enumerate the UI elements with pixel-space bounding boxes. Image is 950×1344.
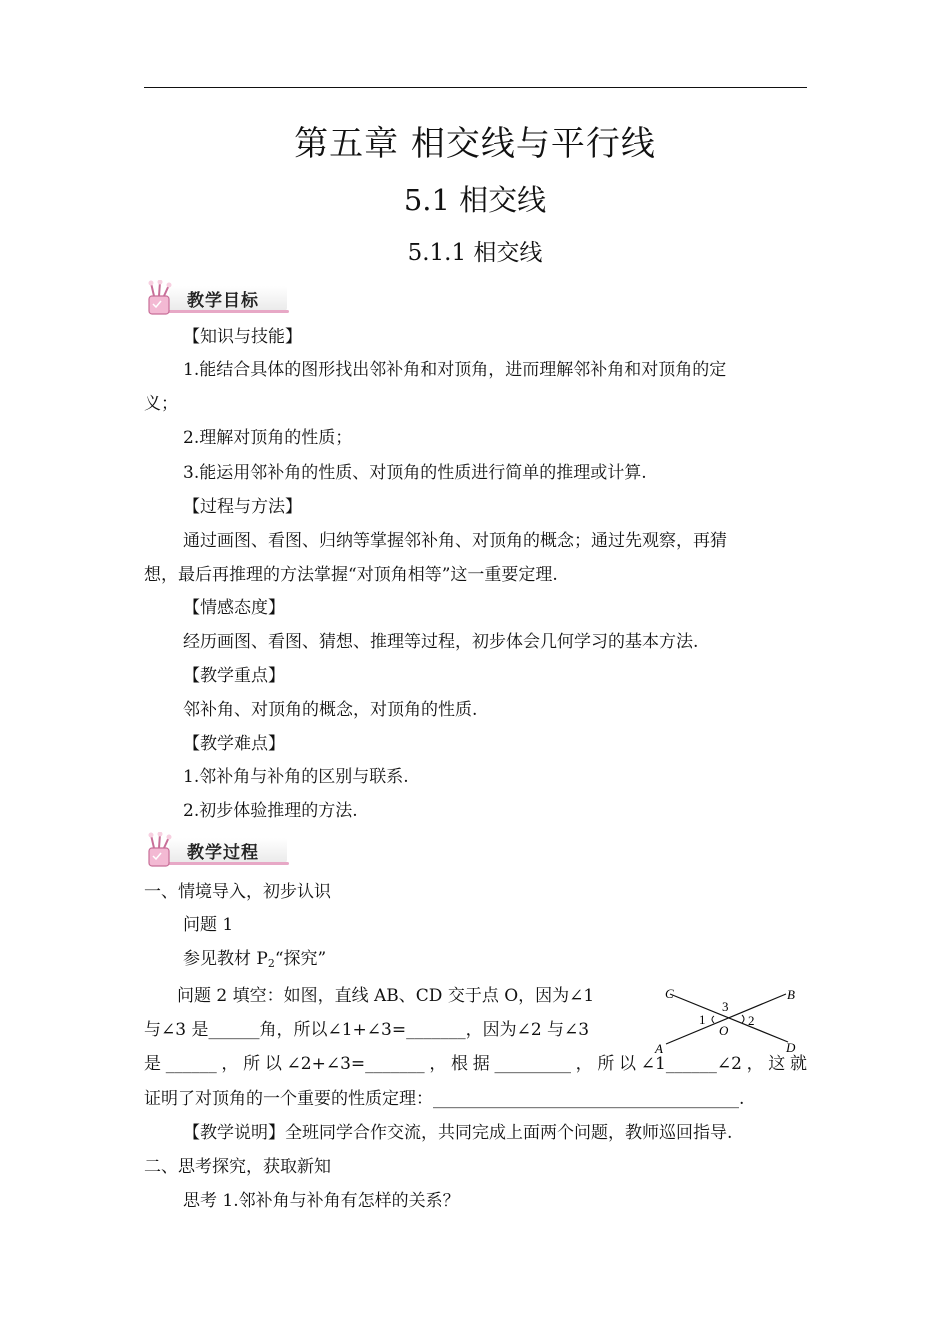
label-d: D: [786, 1040, 796, 1055]
intersecting-lines-figure: [652, 982, 804, 1056]
angle-2-label: 2: [748, 1013, 755, 1028]
process-method-line-2: 想，最后再推理的方法掌握“对顶角相等”这一重要定理.: [144, 565, 558, 585]
label-o: O: [719, 1023, 729, 1038]
label-a: A: [655, 1041, 663, 1056]
key-point-line: 邻补角、对顶角的概念，对顶角的性质.: [183, 700, 478, 720]
question-2-line-2: 与∠3 是______角，所以∠1+∠3=_______，因为∠2 与∠3: [144, 1020, 590, 1040]
emotion-heading: 【情感态度】: [183, 598, 285, 618]
question-1: 问题 1: [183, 915, 234, 935]
section-1-heading: 一、情境导入，初步认识: [144, 882, 331, 902]
question-2-line-3: 是______，所以∠2+∠3=_______，根据_________，所以∠1______∠2，这就: [144, 1054, 807, 1074]
question-2-line-4: 证明了对顶角的一个重要的性质定理：____________________________________.: [144, 1089, 745, 1109]
process-badge-label: 教学过程: [187, 843, 259, 863]
header-rule: [144, 87, 807, 88]
key-point-heading: 【教学重点】: [183, 666, 285, 686]
think-question-1: 思考 1.邻补角与补角有怎样的关系？: [183, 1191, 460, 1211]
knowledge-item-3: 3.能运用邻补角的性质、对顶角的性质进行简单的推理或计算.: [183, 463, 647, 483]
label-b: B: [787, 987, 795, 1002]
knowledge-item-1-line-1: 1.能结合具体的图形找出邻补角和对顶角，进而理解邻补角和对顶角的定: [183, 360, 727, 380]
pencil-cup-icon: [143, 832, 183, 870]
section-title: 5.1 相交线: [403, 183, 547, 217]
process-method-heading: 【过程与方法】: [183, 497, 302, 517]
process-badge: [143, 832, 291, 870]
goals-badge-label: 教学目标: [187, 291, 259, 311]
knowledge-item-2: 2.理解对顶角的性质；: [183, 428, 353, 448]
difficulty-item-2: 2.初步体验推理的方法.: [183, 801, 358, 821]
chapter-title: 第五章 相交线与平行线: [294, 124, 656, 164]
subsection-title: 5.1.1 相交线: [407, 240, 543, 266]
section-2-heading: 二、思考探究，获取新知: [144, 1157, 331, 1177]
label-c: C: [665, 986, 674, 1001]
knowledge-heading: 【知识与技能】: [183, 327, 302, 347]
emotion-line: 经历画图、看图、猜想、推理等过程，初步体会几何学习的基本方法.: [183, 632, 699, 652]
question-2-line-1: 问题 2 填空：如图，直线 AB、CD 交于点 O，因为∠1: [177, 986, 595, 1006]
goals-badge: [143, 280, 291, 318]
difficulty-heading: 【教学难点】: [183, 734, 285, 754]
difficulty-item-1: 1.邻补角与补角的区别与联系.: [183, 767, 409, 787]
knowledge-item-1-line-2: 义；: [144, 394, 178, 414]
angle-3-label: 3: [722, 999, 729, 1014]
teaching-note: 【教学说明】全班同学合作交流，共同完成上面两个问题，教师巡回指导.: [183, 1123, 733, 1143]
textbook-reference: 参见教材 $P_2“$探究”: [183, 949, 327, 970]
angle-1-label: 1: [699, 1012, 706, 1027]
pencil-cup-icon: [143, 280, 183, 318]
process-method-line-1: 通过画图、看图、归纳等掌握邻补角、对顶角的概念；通过先观察，再猜: [183, 531, 727, 551]
